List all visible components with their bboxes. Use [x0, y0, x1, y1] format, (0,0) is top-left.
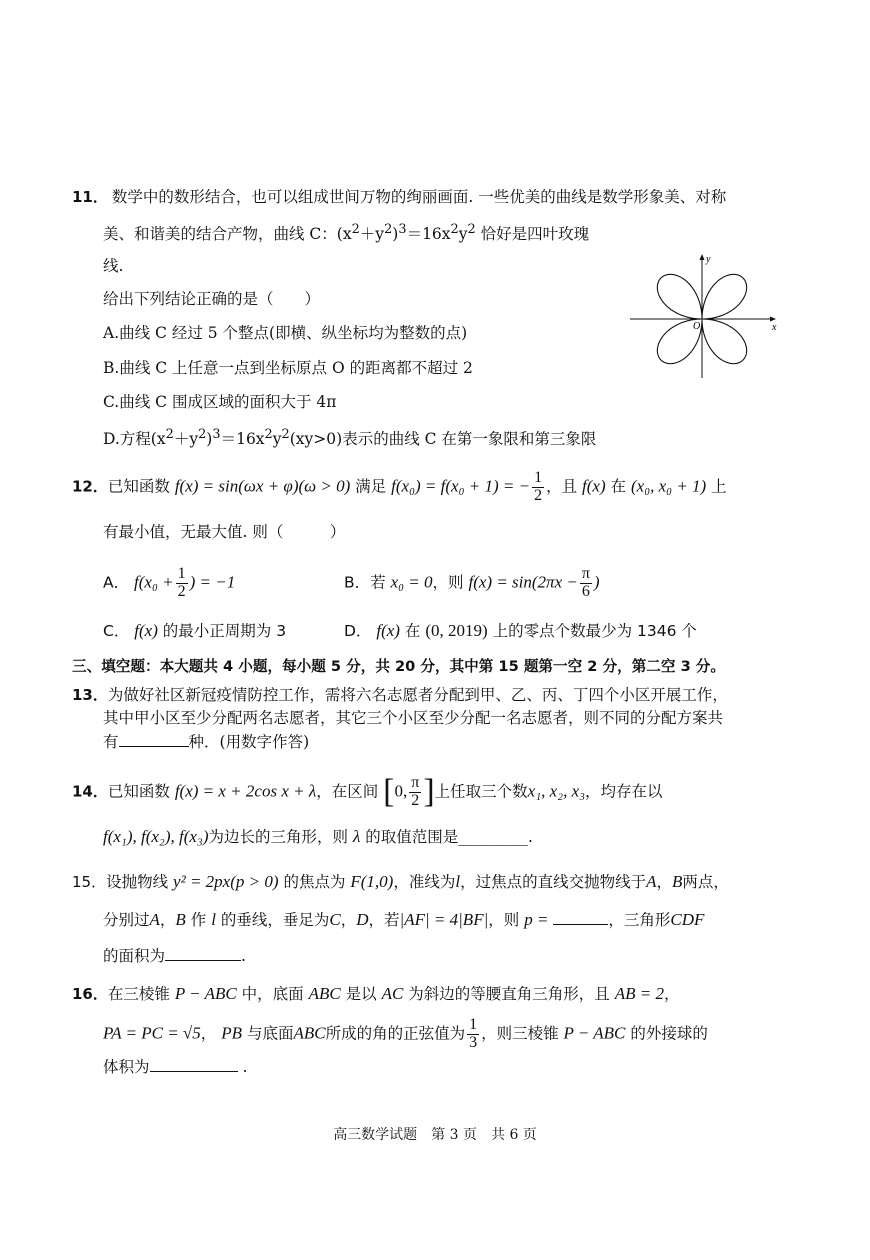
q16-t3: 是以 [345, 985, 377, 1003]
q12-t5: 上 [711, 477, 727, 496]
q15-t9: 的垂线，垂足为 [220, 911, 330, 929]
q11-text-2e: y [458, 225, 468, 244]
q12-func: f(x) = sin(ωx + φ)(ω > 0) [174, 476, 351, 496]
q12-t2: 满足 [355, 477, 387, 496]
q13-text-1: 为做好社区新冠疫情防控工作，需将六名志愿者分配到甲、乙、丙、丁四个小区开展工作， [107, 686, 728, 704]
q12-optc-fx: f(x) [134, 621, 158, 640]
q16-ac: AC [381, 984, 404, 1003]
q15-t6: 两点， [682, 873, 729, 891]
q13-text-3b: 种．(用数字作答) [188, 733, 310, 751]
q15-A2: A [149, 910, 160, 929]
q14-t2: ，在区间 [316, 782, 379, 801]
frac-top: 1 [469, 1016, 478, 1033]
q13-text-3a: 有 [103, 733, 119, 751]
frac-bottom: 2 [534, 486, 543, 504]
q15-B: B [672, 872, 683, 891]
q14-t5: 为边长的三角形，则 [208, 828, 349, 846]
q14-number: 14． [72, 782, 108, 801]
q15-D: D [356, 910, 369, 929]
q12-fx: f(x) [582, 476, 606, 496]
q14-line1 [72, 772, 663, 813]
q15-focus: F(1,0) [350, 872, 394, 891]
y-axis-label: y [706, 254, 711, 265]
q12-number: 12． [72, 477, 108, 496]
q12-t1: 已知函数 [107, 477, 170, 496]
frac-bottom: 6 [581, 582, 590, 600]
q16-t5: ， [663, 985, 680, 1003]
q15-C: C [329, 910, 341, 929]
q11-optd-c: ) [206, 430, 213, 449]
q15-t8: 作 [190, 911, 207, 929]
q11-number: 11． [72, 188, 108, 206]
q16-t1: 在三棱锥 [107, 985, 170, 1003]
q13-line2: 其中甲小区至少分配两名志愿者，其它三个小区至少分配一名志愿者，则不同的分配方案共 [103, 709, 724, 727]
frac-top: 1 [177, 565, 186, 582]
frac-bottom: 2 [411, 791, 420, 809]
q14-line2 [103, 827, 533, 847]
q14-t4: ，均存在以 [585, 782, 663, 801]
q15-t1: 设抛物线 [106, 873, 169, 891]
q12-frac [532, 470, 544, 505]
sup: 2 [281, 427, 290, 442]
q14-func: f(x) = x + 2cos x + λ [174, 781, 317, 801]
q12-t3: ，且 [546, 477, 578, 496]
q15-l: l [455, 872, 461, 891]
q15-eq: y² = 2px(p > 0) [173, 872, 279, 891]
frac-top: π [581, 565, 590, 582]
q16-frac [467, 1017, 479, 1052]
section-3-heading: 三、填空题：本大题共 4 小题，每小题 5 分，共 20 分，其中第 15 题第一空 2 分，第二空 3 分。 [72, 658, 725, 675]
q11-optd-a: D.方程(x [103, 430, 166, 449]
page-footer: 高三数学试题 第 3 页 共 6 页 [333, 1127, 537, 1143]
q15-t5: ， [656, 873, 673, 891]
q11-text-2a: 美、和谐美的结合产物，曲线 C：(x [103, 225, 352, 244]
q12-opta-frac [176, 566, 188, 601]
q11-text-2c: ) [392, 225, 399, 244]
q15-line3 [103, 946, 246, 966]
q14-answer-blank[interactable]: _________ [458, 828, 529, 846]
q12-optb-func: f(x) = sin(2πx − [468, 572, 578, 592]
q16-t7: 与底面 [246, 1024, 294, 1043]
q12-optb-frac [580, 566, 592, 601]
label: B． [344, 573, 371, 592]
q14-fvals: f(x₁), f(x₂), f(x₃) [103, 827, 209, 846]
q13-number: 13． [72, 686, 108, 704]
q14-vars: x₁, x₂, x₃ [527, 781, 586, 801]
q16-t2: 中，底面 [241, 985, 304, 1003]
q15-t4: ，过焦点的直线交抛物线于 [460, 873, 647, 891]
sup: 2 [384, 222, 393, 237]
q15-t12: ，三角形 [608, 911, 671, 929]
q11-text-1: 数学中的数形结合，也可以组成世间万物的绚丽画面. 一些优美的曲线是数学形象美、对称 [111, 188, 727, 206]
q16-pb: PB [221, 1023, 243, 1043]
q14-t6: 的取值范围是 [365, 828, 459, 846]
q15-cdf: CDF [670, 910, 705, 929]
q12-option-b [344, 566, 600, 601]
q16-ab: AB = 2 [614, 984, 664, 1003]
q16-t11: 体积为 [103, 1058, 150, 1076]
q15-t13: 的面积为 [103, 947, 166, 965]
q15-answer-blank-2[interactable] [165, 946, 241, 961]
origin-label: O [693, 321, 701, 332]
sup: 2 [450, 222, 459, 237]
q12-interval: (x₀, x₀ + 1) [631, 476, 707, 496]
bracket-right: ] [423, 773, 435, 810]
q11-option-d [103, 427, 596, 449]
q12-opta-pre: f(x₀ + [134, 572, 174, 592]
q16-t4: 为斜边的等腰直角三角形，且 [408, 985, 610, 1003]
q13-line3 [103, 732, 309, 752]
q12-optb-mid: ，则 [432, 573, 464, 592]
bracket-left: [ [383, 773, 395, 810]
q11-optd-b: ＋y [173, 430, 199, 449]
q11-line2 [103, 222, 589, 244]
q15-t10: ，若 [368, 911, 400, 929]
q11-line3: 线. [103, 257, 124, 275]
q15-answer-blank-1[interactable] [553, 910, 608, 925]
q14-frac [409, 775, 421, 810]
q15-cond: |AF| = 4|BF| [399, 910, 489, 929]
q13-line1 [72, 686, 728, 705]
q12-t4: 在 [610, 477, 627, 496]
q16-t8: 所成的角的正弦值为 [325, 1024, 466, 1043]
frac-top: 1 [534, 469, 543, 486]
q12-optd-fx: f(x) [376, 621, 400, 640]
sup: 2 [165, 427, 174, 442]
q13-answer-blank[interactable] [119, 732, 189, 747]
q16-number: 16． [72, 985, 108, 1003]
sup: 3 [398, 222, 407, 237]
q16-t12: . [242, 1058, 248, 1076]
label: D． [344, 622, 372, 640]
q16-t9: ，则三棱锥 [481, 1024, 559, 1043]
q14-t3: 上任取三个数 [434, 782, 528, 801]
q15-t14: . [241, 947, 246, 965]
q11-option-c: C.曲线 C 围成区域的面积大于 4π [103, 393, 337, 411]
q12-opta-post: ) = −1 [189, 572, 236, 592]
frac-bottom: 2 [177, 582, 186, 600]
q12-optd-interval: (0, 2019) [425, 621, 488, 640]
label: A． [103, 573, 130, 592]
q15-t3: ，准线为 [393, 873, 456, 891]
q14-int-a: 0, [394, 781, 408, 801]
q15-t2: 的焦点为 [283, 873, 346, 891]
q12-optd-t1: 在 [404, 622, 421, 640]
q14-lambda: λ [352, 827, 361, 846]
q12-option-d [344, 621, 697, 641]
q11-line1 [72, 188, 726, 207]
q15-l2: l [211, 910, 216, 929]
q16-eq: PA = PC = √5 [103, 1023, 201, 1043]
q15-p-eq: p = [524, 910, 549, 929]
q12-optc-text: 的最小正周期为 3 [162, 622, 287, 640]
q11-option-a: A.曲线 C 经过 5 个整点(即横、纵坐标均为整数的点) [103, 324, 468, 342]
q15-t11: ，则 [488, 911, 520, 929]
sup: 2 [198, 427, 207, 442]
q12-option-a [103, 566, 235, 601]
q11-prompt: 给出下列结论正确的是（ ） [103, 290, 321, 308]
q11-text-2d: ＝16x [406, 225, 451, 244]
q16-answer-blank[interactable] [150, 1057, 238, 1072]
q11-option-b: B.曲线 C 上任意一点到坐标原点 O 的距离都不超过 2 [103, 359, 473, 377]
q15-B2: B [175, 910, 186, 929]
q12-line2: 有最小值，无最大值. 则（ ） [103, 523, 346, 541]
q15-A: A [646, 872, 657, 891]
q16-abc: ABC [308, 984, 341, 1003]
frac-top: π [411, 774, 420, 792]
label: C． [103, 622, 130, 640]
q12-eq1: f(x₀) = f(x₀ + 1) = − [391, 476, 531, 496]
four-leaf-rose-graph [628, 250, 784, 382]
q16-t10: 的外接球的 [630, 1024, 708, 1043]
q14-t1: 已知函数 [107, 782, 170, 801]
q16-abc2: ABC [293, 1023, 326, 1043]
q16-pabc2: P − ABC [563, 1023, 626, 1043]
q16-line2 [103, 1017, 708, 1052]
frac-bottom: 3 [469, 1033, 478, 1051]
x-axis-label: x [772, 322, 777, 333]
sup: 2 [467, 222, 476, 237]
q16-line1 [72, 984, 679, 1004]
sup: 3 [212, 427, 221, 442]
q12-optb-text: 若 [370, 573, 386, 592]
q12-optb-close: ) [593, 572, 600, 592]
q15-line1 [72, 872, 729, 892]
q16-line3 [103, 1057, 247, 1077]
q16-pabc: P − ABC [174, 984, 237, 1003]
q11-optd-d: ＝16x [220, 430, 265, 449]
q11-text-2f: 恰好是四叶玫瑰 [475, 225, 590, 244]
q12-line1 [72, 470, 727, 505]
q11-optd-f: (xy>0)表示的曲线 C 在第一象限和第三象限 [289, 430, 597, 449]
q12-optb-cond: x₀ = 0 [390, 572, 433, 592]
sup: 2 [351, 222, 360, 237]
q12-option-c [103, 621, 286, 641]
q15-number: 15． [72, 873, 107, 891]
q15-line2 [103, 910, 704, 930]
q15-comma2: ， [340, 911, 357, 929]
q14-t7: . [528, 828, 533, 846]
q15-comma: ， [159, 911, 176, 929]
sup: 2 [264, 427, 273, 442]
q12-optd-t2: 上的零点个数最少为 1346 个 [492, 622, 697, 640]
q16-t6: ， [200, 1024, 217, 1043]
q11-text-2b: ＋y [359, 225, 385, 244]
q11-optd-e: y [272, 430, 282, 449]
q15-t7: 分别过 [103, 911, 150, 929]
